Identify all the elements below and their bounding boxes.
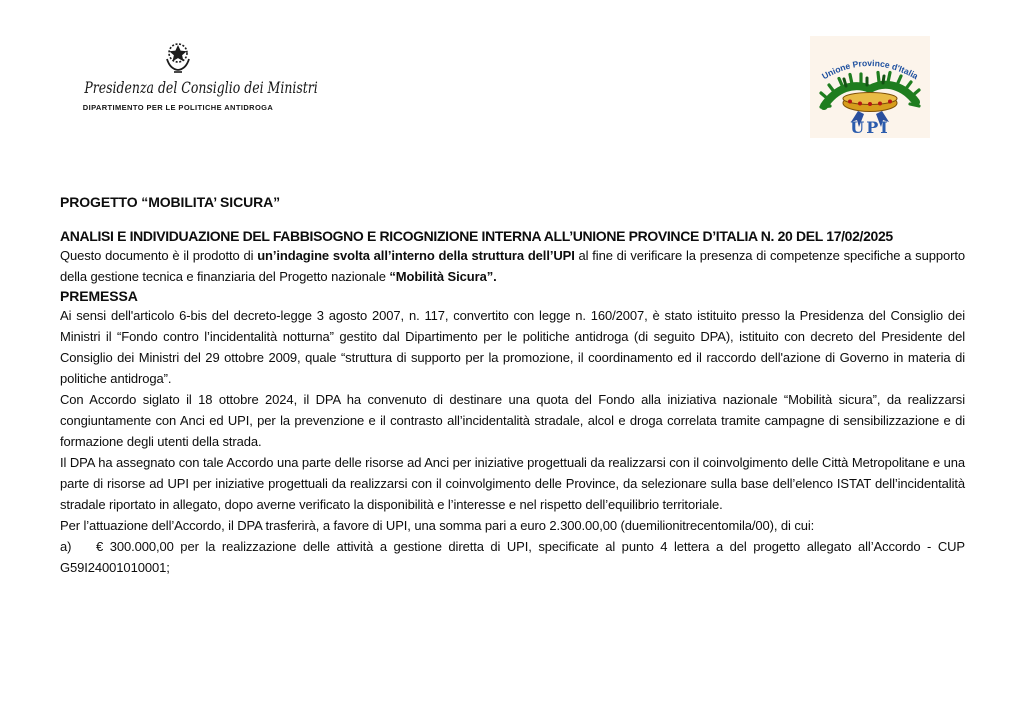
amount-lead: Per l’attuazione dell’Accordo, il DPA trasferirà, a favore di UPI, una somma pari a euro 2.300.00,00 (duemilionitrecentomila/00), di cui: [60,518,815,533]
document-body [60,193,965,578]
intro-paragraph [60,245,965,287]
intro-text-mid: al fine di verificare la presenza di competenze specifiche a supporto della gestione tecnica e finanziaria del Progetto nazionale [60,248,965,284]
page-title: PROGETTO “MOBILITA’ SICURA” [60,194,281,210]
item-a-text: € 300.000,00 per la realizzazione delle attività a gestione diretta di UPI, specificate al punto 4 lettera a del progetto allegato all’Accordo - CUP G59I24001010001; [60,539,965,575]
premessa-heading: PREMESSA [60,288,138,304]
intro-text: Questo documento è il prodotto di [60,248,258,263]
pcm-department: DIPARTIMENTO PER LE POLITICHE ANTIDROGA [82,103,274,112]
paragraph-risorse: Il DPA ha assegnato con tale Accordo una parte delle risorse ad Anci per iniziative progettuali da realizzarsi con il coinvolgimento delle Città Metropolitane e una parte di risorse ad UPI per iniziative progettuali da realizzarsi con il coinvolgimento delle Province, da selezionare sulla base dell’elenco ISTAT dell’incidentalità stradale riportato in allegato, dopo averne verificato la disponibilità e l’interesse e nel rispetto dell’equilibrio territoriale. [60,455,965,512]
paragraph-accordo: Con Accordo siglato il 18 ottobre 2024, il DPA ha convenuto di destinare una quota del Fondo alla iniziativa nazionale “Mobilità sicura”, da realizzarsi congiuntamente con Anci ed UPI, per la prevenzione e il contrasto all’incidentalità stradale, alcol e droga correlata tramite campagne di sensibilizzazione e di formazione degli utenti della strada. [60,392,965,449]
upi-logo [810,36,930,138]
svg-text:Unione Province d'Italia [820,58,920,81]
upi-acronym: UPI [850,118,890,137]
item-a [60,536,965,578]
intro-bold-survey: un’indagine svolta all’interno della struttura dell’UPI [257,248,575,263]
pcm-title: Presidenza del Consiglio dei Ministri [84,78,318,97]
pcm-logo [58,42,318,112]
intro-bold-project: “Mobilità Sicura”. [389,269,497,284]
paragraph-fondo: Ai sensi dell'articolo 6-bis del decreto-legge 3 agosto 2007, n. 117, convertito con legge n. 160/2007, è stato istituito presso la Presidenza del Consiglio dei Ministri il “Fondo contro l’incidentalità notturna” gestito dal Dipartimento per le politiche antidroga (di seguito DPA), istituito con decreto del Presidente del Consiglio dei Ministri del 29 ottobre 2009, quale “struttura di supporto per la promozione, il coordinamento ed il raccordo dell'azione di Governo in materia di politiche antidroga”. [60,308,965,386]
republic-emblem-icon [163,42,193,74]
upi-arc-text: Unione Province d'Italia [820,57,920,82]
item-a-marker: a) [60,539,72,554]
doc-subtitle: ANALISI E INDIVIDUAZIONE DEL FABBISOGNO E RICOGNIZIONE INTERNA ALL’UNIONE PROVINCE D’ITALIA N. 20 DEL 17/02/2025 [60,228,893,244]
upi-wreath-icon [810,36,930,138]
